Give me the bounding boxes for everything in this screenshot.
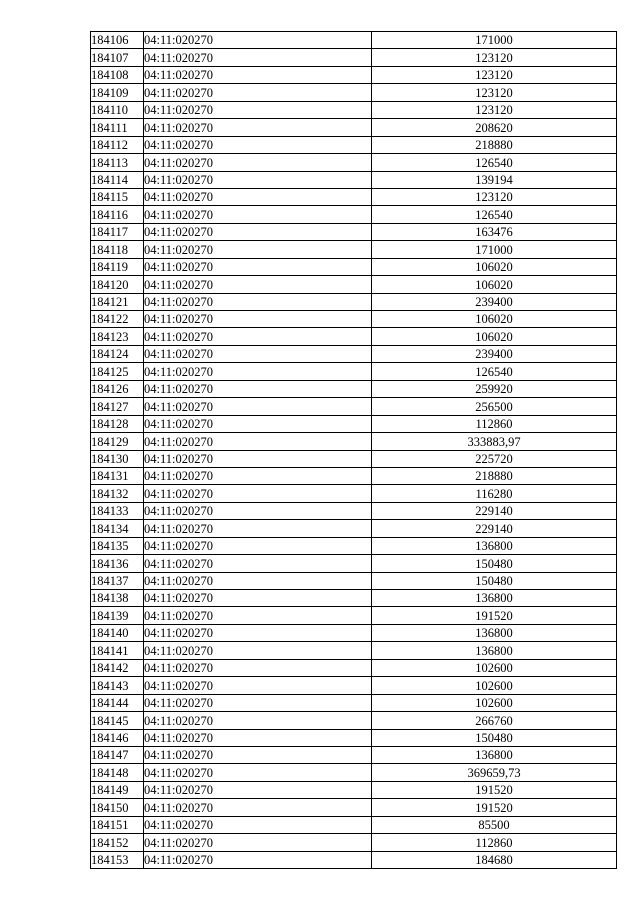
row-code-cell: 04:11:020270: [144, 101, 372, 118]
row-code-cell: 04:11:020270: [144, 746, 372, 763]
row-code-cell: 04:11:020270: [144, 781, 372, 798]
row-id-cell: 184147: [91, 746, 144, 763]
row-id-cell: 184111: [91, 119, 144, 136]
row-code-cell: 04:11:020270: [144, 49, 372, 66]
table-row: [91, 450, 617, 467]
row-value-cell: 191520: [372, 799, 617, 816]
row-id-cell: 184150: [91, 799, 144, 816]
row-value-cell: 136800: [372, 624, 617, 641]
row-id-cell: 184122: [91, 311, 144, 328]
table-row: [91, 555, 617, 572]
row-code-cell: 04:11:020270: [144, 415, 372, 432]
row-value-cell: 333883,97: [372, 433, 617, 450]
row-code-cell: 04:11:020270: [144, 485, 372, 502]
table-row: [91, 467, 617, 484]
table-row: [91, 32, 617, 49]
row-value-cell: 229140: [372, 520, 617, 537]
row-id-cell: 184120: [91, 276, 144, 293]
row-code-cell: 04:11:020270: [144, 398, 372, 415]
row-value-cell: 123120: [372, 49, 617, 66]
row-code-cell: 04:11:020270: [144, 84, 372, 101]
table-row: [91, 607, 617, 624]
row-value-cell: 191520: [372, 607, 617, 624]
row-value-cell: 136800: [372, 590, 617, 607]
row-id-cell: 184133: [91, 502, 144, 519]
row-code-cell: 04:11:020270: [144, 328, 372, 345]
row-code-cell: 04:11:020270: [144, 258, 372, 275]
table-row: [91, 642, 617, 659]
row-value-cell: 229140: [372, 502, 617, 519]
row-code-cell: 04:11:020270: [144, 624, 372, 641]
row-value-cell: 171000: [372, 241, 617, 258]
row-id-cell: 184131: [91, 467, 144, 484]
row-value-cell: 126540: [372, 363, 617, 380]
row-code-cell: 04:11:020270: [144, 520, 372, 537]
row-value-cell: 123120: [372, 188, 617, 205]
row-value-cell: 102600: [372, 659, 617, 676]
row-code-cell: 04:11:020270: [144, 119, 372, 136]
row-id-cell: 184129: [91, 433, 144, 450]
row-code-cell: 04:11:020270: [144, 590, 372, 607]
row-value-cell: 150480: [372, 555, 617, 572]
row-value-cell: 102600: [372, 694, 617, 711]
table-row: [91, 84, 617, 101]
row-code-cell: 04:11:020270: [144, 729, 372, 746]
row-code-cell: 04:11:020270: [144, 816, 372, 833]
row-value-cell: 218880: [372, 136, 617, 153]
row-value-cell: 126540: [372, 206, 617, 223]
row-value-cell: 239400: [372, 293, 617, 310]
row-code-cell: 04:11:020270: [144, 537, 372, 554]
table-row: [91, 293, 617, 310]
table-row: [91, 659, 617, 676]
row-value-cell: 266760: [372, 712, 617, 729]
row-id-cell: 184136: [91, 555, 144, 572]
row-code-cell: 04:11:020270: [144, 32, 372, 49]
row-id-cell: 184126: [91, 380, 144, 397]
row-code-cell: 04:11:020270: [144, 380, 372, 397]
row-id-cell: 184109: [91, 84, 144, 101]
row-code-cell: 04:11:020270: [144, 223, 372, 240]
row-id-cell: 184134: [91, 520, 144, 537]
table-row: [91, 363, 617, 380]
row-code-cell: 04:11:020270: [144, 171, 372, 188]
row-value-cell: 136800: [372, 537, 617, 554]
table-row: [91, 799, 617, 816]
data-table: [90, 31, 617, 869]
row-value-cell: 123120: [372, 101, 617, 118]
table-row: [91, 276, 617, 293]
row-id-cell: 184143: [91, 677, 144, 694]
table-body: [91, 32, 617, 869]
row-value-cell: 171000: [372, 32, 617, 49]
row-id-cell: 184146: [91, 729, 144, 746]
row-id-cell: 184132: [91, 485, 144, 502]
table-row: [91, 154, 617, 171]
row-code-cell: 04:11:020270: [144, 136, 372, 153]
table-row: [91, 624, 617, 641]
table-row: [91, 677, 617, 694]
row-id-cell: 184117: [91, 223, 144, 240]
row-value-cell: 184680: [372, 851, 617, 868]
table-row: [91, 816, 617, 833]
row-id-cell: 184128: [91, 415, 144, 432]
row-code-cell: 04:11:020270: [144, 712, 372, 729]
table-row: [91, 258, 617, 275]
row-code-cell: 04:11:020270: [144, 694, 372, 711]
row-value-cell: 123120: [372, 84, 617, 101]
row-id-cell: 184113: [91, 154, 144, 171]
row-id-cell: 184135: [91, 537, 144, 554]
row-value-cell: 123120: [372, 66, 617, 83]
table-row: [91, 851, 617, 868]
row-value-cell: 112860: [372, 834, 617, 851]
row-value-cell: 136800: [372, 642, 617, 659]
row-value-cell: 369659,73: [372, 764, 617, 781]
table-row: [91, 223, 617, 240]
row-id-cell: 184144: [91, 694, 144, 711]
table-row: [91, 694, 617, 711]
row-id-cell: 184124: [91, 345, 144, 362]
table-row: [91, 101, 617, 118]
row-id-cell: 184149: [91, 781, 144, 798]
row-value-cell: 136800: [372, 746, 617, 763]
table-row: [91, 712, 617, 729]
row-code-cell: 04:11:020270: [144, 799, 372, 816]
row-value-cell: 126540: [372, 154, 617, 171]
row-code-cell: 04:11:020270: [144, 642, 372, 659]
table-row: [91, 485, 617, 502]
row-value-cell: 259920: [372, 380, 617, 397]
row-value-cell: 116280: [372, 485, 617, 502]
table-row: [91, 119, 617, 136]
row-id-cell: 184119: [91, 258, 144, 275]
row-value-cell: 218880: [372, 467, 617, 484]
row-value-cell: 106020: [372, 328, 617, 345]
row-id-cell: 184138: [91, 590, 144, 607]
row-value-cell: 191520: [372, 781, 617, 798]
row-id-cell: 184152: [91, 834, 144, 851]
row-code-cell: 04:11:020270: [144, 276, 372, 293]
row-value-cell: 150480: [372, 729, 617, 746]
row-code-cell: 04:11:020270: [144, 572, 372, 589]
table-row: [91, 537, 617, 554]
row-id-cell: 184141: [91, 642, 144, 659]
row-code-cell: 04:11:020270: [144, 851, 372, 868]
row-code-cell: 04:11:020270: [144, 450, 372, 467]
row-value-cell: 102600: [372, 677, 617, 694]
table-row: [91, 345, 617, 362]
table-row: [91, 781, 617, 798]
row-value-cell: 239400: [372, 345, 617, 362]
table-row: [91, 171, 617, 188]
row-code-cell: 04:11:020270: [144, 293, 372, 310]
row-id-cell: 184130: [91, 450, 144, 467]
row-code-cell: 04:11:020270: [144, 206, 372, 223]
row-value-cell: 106020: [372, 311, 617, 328]
row-value-cell: 112860: [372, 415, 617, 432]
row-code-cell: 04:11:020270: [144, 467, 372, 484]
row-value-cell: 225720: [372, 450, 617, 467]
row-id-cell: 184142: [91, 659, 144, 676]
table-row: [91, 311, 617, 328]
row-id-cell: 184123: [91, 328, 144, 345]
table-row: [91, 398, 617, 415]
row-value-cell: 139194: [372, 171, 617, 188]
table-row: [91, 49, 617, 66]
row-id-cell: 184151: [91, 816, 144, 833]
row-id-cell: 184115: [91, 188, 144, 205]
row-id-cell: 184145: [91, 712, 144, 729]
row-code-cell: 04:11:020270: [144, 66, 372, 83]
row-code-cell: 04:11:020270: [144, 345, 372, 362]
row-id-cell: 184121: [91, 293, 144, 310]
row-id-cell: 184118: [91, 241, 144, 258]
row-code-cell: 04:11:020270: [144, 241, 372, 258]
table-row: [91, 520, 617, 537]
row-id-cell: 184148: [91, 764, 144, 781]
table-row: [91, 834, 617, 851]
table-row: [91, 433, 617, 450]
table-row: [91, 572, 617, 589]
row-id-cell: 184106: [91, 32, 144, 49]
row-id-cell: 184153: [91, 851, 144, 868]
row-id-cell: 184107: [91, 49, 144, 66]
row-id-cell: 184139: [91, 607, 144, 624]
row-code-cell: 04:11:020270: [144, 764, 372, 781]
row-code-cell: 04:11:020270: [144, 502, 372, 519]
row-id-cell: 184125: [91, 363, 144, 380]
row-code-cell: 04:11:020270: [144, 433, 372, 450]
row-code-cell: 04:11:020270: [144, 677, 372, 694]
row-id-cell: 184110: [91, 101, 144, 118]
row-id-cell: 184116: [91, 206, 144, 223]
row-value-cell: 150480: [372, 572, 617, 589]
table-row: [91, 729, 617, 746]
row-id-cell: 184137: [91, 572, 144, 589]
row-code-cell: 04:11:020270: [144, 363, 372, 380]
row-code-cell: 04:11:020270: [144, 555, 372, 572]
row-value-cell: 106020: [372, 258, 617, 275]
table-row: [91, 66, 617, 83]
table-row: [91, 136, 617, 153]
row-value-cell: 163476: [372, 223, 617, 240]
row-value-cell: 106020: [372, 276, 617, 293]
table-row: [91, 380, 617, 397]
row-id-cell: 184127: [91, 398, 144, 415]
row-code-cell: 04:11:020270: [144, 834, 372, 851]
table-row: [91, 746, 617, 763]
row-code-cell: 04:11:020270: [144, 607, 372, 624]
row-id-cell: 184112: [91, 136, 144, 153]
row-id-cell: 184108: [91, 66, 144, 83]
table-row: [91, 241, 617, 258]
table-row: [91, 764, 617, 781]
table-row: [91, 502, 617, 519]
row-code-cell: 04:11:020270: [144, 188, 372, 205]
table-row: [91, 415, 617, 432]
table-row: [91, 188, 617, 205]
row-id-cell: 184140: [91, 624, 144, 641]
row-code-cell: 04:11:020270: [144, 154, 372, 171]
table-row: [91, 590, 617, 607]
table-row: [91, 328, 617, 345]
row-value-cell: 85500: [372, 816, 617, 833]
row-code-cell: 04:11:020270: [144, 659, 372, 676]
row-value-cell: 256500: [372, 398, 617, 415]
table-row: [91, 206, 617, 223]
row-code-cell: 04:11:020270: [144, 311, 372, 328]
row-value-cell: 208620: [372, 119, 617, 136]
row-id-cell: 184114: [91, 171, 144, 188]
